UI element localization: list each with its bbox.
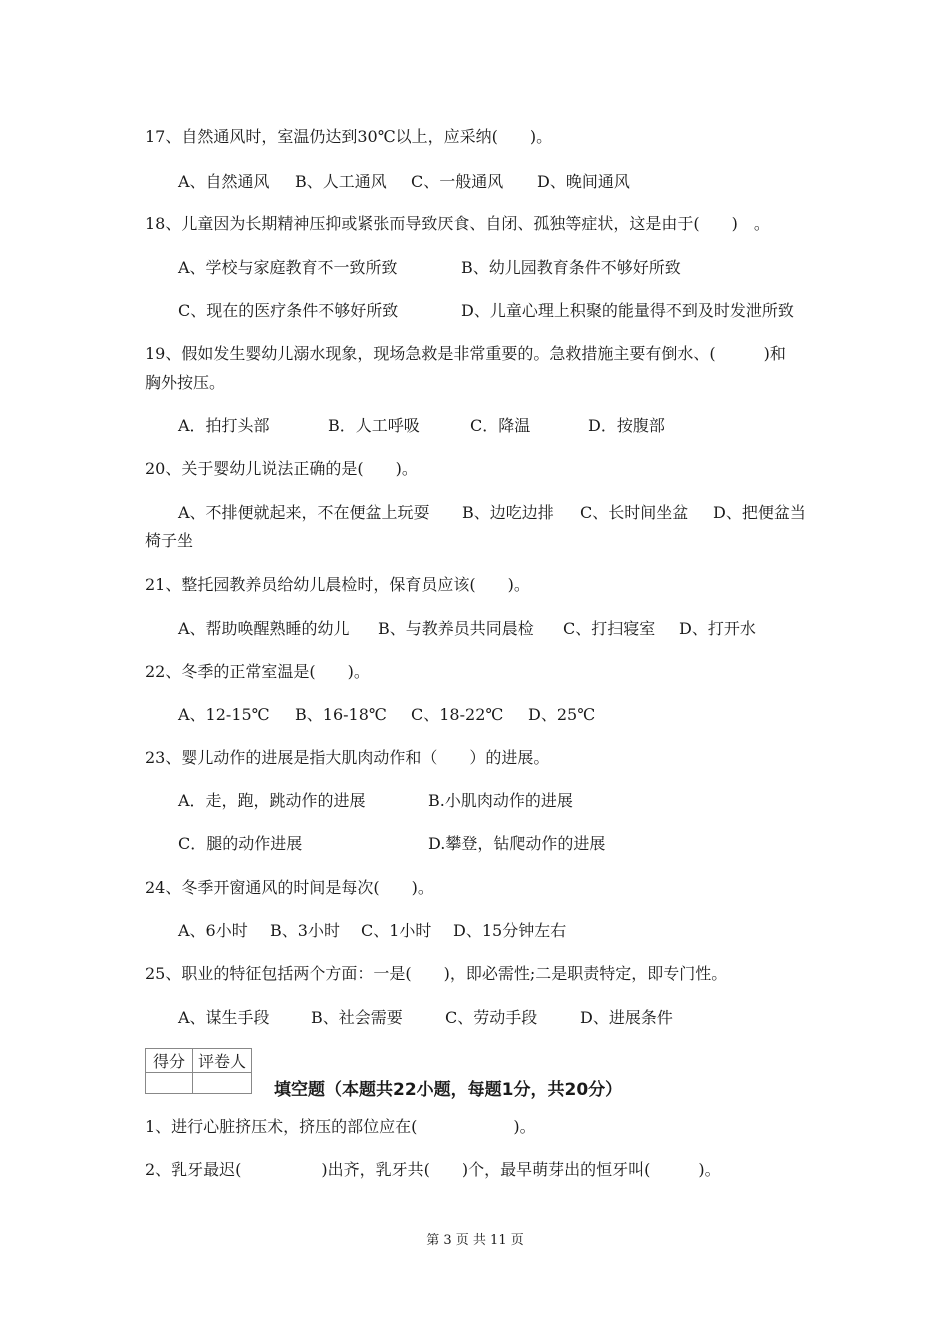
question-17: 17、自然通风时，室温仍达到30℃以上，应采纳( )。 <box>145 127 553 146</box>
option-20-b: B、边吃边排 <box>462 503 554 522</box>
option-17-a: A、自然通风 <box>178 172 270 191</box>
option-23-b: B.小肌肉动作的进展 <box>428 791 573 810</box>
option-19-a: A．拍打头部 <box>178 416 270 435</box>
option-19-d: D．按腹部 <box>588 416 665 435</box>
option-19-b: B．人工呼吸 <box>328 416 420 435</box>
question-18: 18、儿童因为长期精神压抑或紧张而导致厌食、自闭、孤独等症状，这是由于( ) 。 <box>145 214 770 233</box>
option-17-d: D、晚间通风 <box>537 172 630 191</box>
question-20: 20、关于婴幼儿说法正确的是( )。 <box>145 459 418 478</box>
option-22-c: C、18-22℃ <box>411 705 504 724</box>
option-24-a: A、6小时 <box>178 921 248 940</box>
option-21-a: A、帮助唤醒熟睡的幼儿 <box>178 619 350 638</box>
option-20-a: A、不排便就起来，不在便盆上玩耍 <box>178 503 430 522</box>
grader-cell <box>193 1073 252 1094</box>
option-25-c: C、劳动手段 <box>445 1008 538 1027</box>
option-21-c: C、打扫寝室 <box>563 619 656 638</box>
option-24-c: C、1小时 <box>361 921 432 940</box>
option-20-c: C、长时间坐盆 <box>580 503 689 522</box>
score-header: 得分 <box>146 1049 193 1073</box>
fill-question-2: 2、乳牙最迟( )出齐，乳牙共( )个，最早萌芽出的恒牙叫( )。 <box>145 1160 721 1179</box>
option-22-a: A、12-15℃ <box>178 705 270 724</box>
option-19-c: C．降温 <box>470 416 531 435</box>
question-24: 24、冬季开窗通风的时间是每次( )。 <box>145 878 434 897</box>
question-21: 21、整托园教养员给幼儿晨检时，保育员应该( )。 <box>145 575 530 594</box>
option-17-b: B、人工通风 <box>295 172 387 191</box>
question-22: 22、冬季的正常室温是( )。 <box>145 662 370 681</box>
option-25-b: B、社会需要 <box>311 1008 403 1027</box>
option-24-d: D、15分钟左右 <box>453 921 567 940</box>
page-footer: 第 3 页 共 11 页 <box>426 1233 524 1248</box>
option-18-b: B、幼儿园教育条件不够好所致 <box>461 258 681 277</box>
option-23-c: C．腿的动作进展 <box>178 834 303 853</box>
option-25-d: D、进展条件 <box>580 1008 673 1027</box>
question-23: 23、婴儿动作的进展是指大肌肉动作和（ ）的进展。 <box>145 748 550 767</box>
option-18-c: C、现在的医疗条件不够好所致 <box>178 301 399 320</box>
option-24-b: B、3小时 <box>270 921 340 940</box>
question-19-continued: 胸外按压。 <box>145 373 226 392</box>
option-20-d-continued: 椅子坐 <box>145 531 194 550</box>
question-19: 19、假如发生婴幼儿溺水现象，现场急救是非常重要的。急救措施主要有倒水、( )和 <box>145 344 786 363</box>
fill-question-1: 1、进行心脏挤压术，挤压的部位应在( )。 <box>145 1117 536 1136</box>
option-17-c: C、一般通风 <box>411 172 504 191</box>
option-18-a: A、学校与家庭教育不一致所致 <box>178 258 398 277</box>
option-18-d: D、儿童心理上积聚的能量得不到及时发泄所致 <box>461 301 794 320</box>
question-25: 25、职业的特征包括两个方面：一是( )，即必需性;二是职责特定，即专门性。 <box>145 964 728 983</box>
option-20-d: D、把便盆当 <box>713 503 806 522</box>
option-21-d: D、打开水 <box>679 619 756 638</box>
section-title: 填空题（本题共22小题，每题1分，共20分） <box>274 1080 623 1100</box>
score-cell <box>146 1073 193 1094</box>
score-table <box>145 1048 252 1094</box>
option-23-d: D.攀登，钻爬动作的进展 <box>428 834 606 853</box>
option-22-d: D、25℃ <box>528 705 596 724</box>
option-21-b: B、与教养员共同晨检 <box>378 619 534 638</box>
option-22-b: B、16-18℃ <box>295 705 387 724</box>
option-23-a: A．走，跑，跳动作的进展 <box>178 791 366 810</box>
option-25-a: A、谋生手段 <box>178 1008 270 1027</box>
grader-header: 评卷人 <box>193 1049 252 1073</box>
